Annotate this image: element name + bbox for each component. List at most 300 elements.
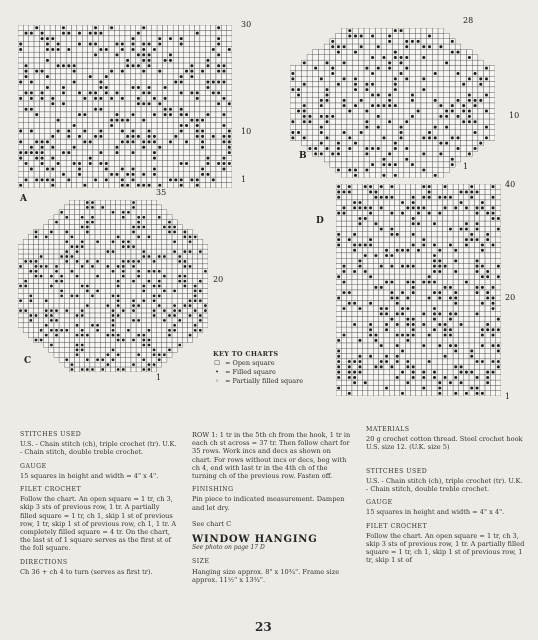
chart-cell [105, 229, 110, 234]
chart-cell [358, 119, 364, 124]
chart-cell [146, 25, 151, 30]
filled-dot [19, 309, 22, 312]
chart-cell [146, 36, 151, 41]
chart-cell [72, 177, 77, 182]
chart-cell [93, 139, 98, 144]
chart-cell [59, 244, 64, 249]
chart-cell [352, 195, 357, 200]
filled-dot [396, 233, 399, 236]
filled-dot [377, 93, 380, 96]
filled-dot [50, 319, 53, 322]
chart-cell [368, 200, 373, 205]
filled-dot [369, 212, 372, 215]
chart-cell [216, 139, 221, 144]
chart-cell [437, 301, 442, 306]
chart-cell [64, 274, 69, 279]
filled-dot [30, 129, 33, 132]
filled-dot [401, 201, 404, 204]
chart-cell [72, 85, 77, 90]
filled-dot [169, 53, 172, 56]
chart-cell [464, 301, 469, 306]
filled-dot [45, 314, 48, 317]
chart-cell [146, 225, 151, 230]
chart-cell [74, 234, 79, 239]
chart-cell [353, 119, 359, 124]
chart-cell [44, 303, 49, 308]
chart-cell [489, 119, 495, 124]
filled-dot [121, 70, 124, 73]
chart-cell [85, 293, 90, 298]
chart-cell [458, 306, 463, 311]
chart-cell [146, 318, 151, 323]
chart-cell [120, 58, 125, 63]
chart-cell [100, 338, 105, 343]
chart-cell [74, 338, 79, 343]
filled-dot [428, 35, 431, 38]
chart-cell [313, 55, 319, 60]
chart-cell [44, 279, 49, 284]
chart-cell [162, 220, 167, 225]
chart-cell [172, 347, 177, 352]
chart-cell [341, 71, 347, 76]
filled-dot [105, 167, 108, 170]
chart-cell [438, 135, 444, 140]
chart-cell [426, 253, 431, 258]
chart-cell [221, 36, 226, 41]
filled-dot [148, 339, 151, 342]
chart-cell [404, 141, 410, 146]
filled-dot [76, 294, 79, 297]
chart-cell [157, 52, 162, 57]
filled-dot [303, 115, 306, 118]
chart-cell [405, 269, 410, 274]
chart-cell [395, 189, 400, 194]
chart-cell [381, 151, 387, 156]
chart-cell [296, 66, 302, 71]
chart-cell [125, 36, 130, 41]
chart-cell [131, 343, 136, 348]
chart-cell [121, 328, 126, 333]
chart-cell [18, 101, 23, 106]
filled-dot [217, 81, 220, 84]
filled-dot [412, 243, 415, 246]
chart-cell [45, 123, 50, 128]
chart-cell [205, 134, 210, 139]
chart-cell [157, 112, 162, 117]
chart-cell [341, 301, 346, 306]
chart-cell [90, 338, 95, 343]
chart-cell [179, 117, 184, 122]
chart-cell [216, 123, 221, 128]
chart-cell [162, 79, 167, 84]
chart-cell [400, 221, 405, 226]
chart-cell [85, 269, 90, 274]
chart-cell [347, 103, 353, 108]
chart-cell [370, 173, 376, 178]
chart-cell [472, 135, 478, 140]
chart-cell [74, 229, 79, 234]
chart-cell [410, 108, 416, 113]
filled-dot [81, 265, 84, 268]
chart-cell [387, 55, 393, 60]
chart-cell [442, 216, 447, 221]
chart-cell [18, 177, 23, 182]
chart-cell [126, 357, 131, 362]
chart-cell [432, 146, 438, 151]
chart-cell [381, 76, 387, 81]
chart-cell [410, 55, 416, 60]
chart-cell [126, 347, 131, 352]
chart-cell [400, 189, 405, 194]
chart-cell [44, 254, 49, 259]
chart-cell [411, 295, 416, 300]
chart-cell [347, 253, 352, 258]
filled-dot [35, 140, 38, 143]
chart-cell [375, 87, 381, 92]
chart-cell [116, 362, 121, 367]
filled-dot [153, 48, 156, 51]
chart-cell [415, 157, 421, 162]
chart-cell [393, 135, 399, 140]
filled-dot [142, 344, 145, 347]
chart-cell [177, 284, 182, 289]
chart-cell [130, 183, 135, 188]
chart-cell [404, 124, 410, 129]
filled-dot [196, 97, 199, 100]
chart-cell [69, 239, 74, 244]
filled-dot [481, 275, 484, 278]
chart-cell [184, 36, 189, 41]
filled-dot [481, 201, 484, 204]
chart-cell [189, 36, 194, 41]
chart-cell [193, 264, 198, 269]
chart-cell [296, 124, 302, 129]
chart-cell [438, 87, 444, 92]
chart-cell [395, 200, 400, 205]
chart-cell [69, 229, 74, 234]
chart-cell [162, 155, 167, 160]
chart-cell [69, 210, 74, 215]
chart-cell [173, 112, 178, 117]
chart-cell [114, 139, 119, 144]
filled-dot [83, 129, 86, 132]
chart-cell [173, 52, 178, 57]
chart-cell [411, 306, 416, 311]
chart-cell [393, 66, 399, 71]
chart-cell [393, 44, 399, 49]
filled-dot [137, 184, 140, 187]
filled-dot [358, 265, 361, 268]
chart-cell [23, 172, 28, 177]
filled-dot [101, 368, 104, 371]
chart-cell [405, 200, 410, 205]
chart-cell [69, 259, 74, 264]
filled-dot [86, 358, 89, 361]
filled-dot [132, 363, 135, 366]
chart-cell [438, 130, 444, 135]
chart-cell [395, 221, 400, 226]
chart-cell [90, 254, 95, 259]
chart-cell [184, 96, 189, 101]
chart-cell [50, 68, 55, 73]
chart-cell [461, 66, 467, 71]
filled-dot [163, 319, 166, 322]
chart-cell [426, 242, 431, 247]
filled-dot [364, 185, 367, 188]
chart-cell [95, 220, 100, 225]
chart-cell [437, 306, 442, 311]
chart-cell [448, 253, 453, 258]
chart-cell [125, 161, 130, 166]
chart-cell [474, 279, 479, 284]
chart-cell [480, 189, 485, 194]
filled-dot [371, 83, 374, 86]
chart-cell [49, 249, 54, 254]
filled-dot [62, 32, 65, 35]
filled-dot [428, 212, 431, 215]
chart-cell [109, 145, 114, 150]
chart-cell [130, 74, 135, 79]
chart-cell [384, 285, 389, 290]
filled-dot [190, 70, 193, 73]
filled-dot [57, 162, 60, 165]
chart-cell [18, 90, 23, 95]
chart-cell [384, 216, 389, 221]
chart-cell [301, 98, 307, 103]
chart-cell [110, 352, 115, 357]
chart-cell [198, 303, 203, 308]
chart-cell [211, 63, 216, 68]
filled-dot [380, 206, 383, 209]
chart-cell [39, 166, 44, 171]
chart-cell [200, 36, 205, 41]
chart-cell [39, 318, 44, 323]
chart-cell [336, 124, 342, 129]
filled-dot [41, 91, 44, 94]
chart-cell [455, 87, 461, 92]
chart-cell [66, 36, 71, 41]
chart-cell [104, 63, 109, 68]
filled-dot [71, 294, 74, 297]
chart-cell [59, 323, 64, 328]
filled-dot [45, 299, 48, 302]
chart-cell [336, 114, 342, 119]
chart-cell [478, 103, 484, 108]
filled-dot [189, 250, 192, 253]
chart-cell [95, 338, 100, 343]
chart-cell [80, 352, 85, 357]
chart-cell [69, 264, 74, 269]
filled-dot [465, 238, 468, 241]
chart-cell [82, 79, 87, 84]
chart-cell [398, 66, 404, 71]
filled-dot [73, 124, 76, 127]
chart-cell [177, 269, 182, 274]
chart-cell [458, 279, 463, 284]
chart-cell [45, 30, 50, 35]
chart-cell [395, 237, 400, 242]
chart-cell [313, 98, 319, 103]
chart-cell [173, 172, 178, 177]
filled-dot [390, 228, 393, 231]
filled-dot [474, 99, 477, 102]
chart-cell [187, 338, 192, 343]
chart-cell [125, 150, 130, 155]
chart-cell [50, 41, 55, 46]
chart-cell [90, 244, 95, 249]
chart-cell [105, 220, 110, 225]
chart-cell [195, 85, 200, 90]
chart-cell [203, 274, 208, 279]
filled-dot [405, 158, 408, 161]
chart-cell [398, 44, 404, 49]
chart-cell [125, 30, 130, 35]
chart-cell [69, 279, 74, 284]
chart-cell [330, 108, 336, 113]
chart-cell [389, 216, 394, 221]
chart-cell [324, 76, 330, 81]
chart-cell [432, 167, 438, 172]
filled-dot [153, 113, 156, 116]
chart-cell [95, 254, 100, 259]
chart-cell [353, 60, 359, 65]
chart-cell [438, 33, 444, 38]
chart-cell [69, 328, 74, 333]
filled-dot [337, 190, 340, 193]
chart-cell [432, 108, 438, 113]
chart-cell [216, 150, 221, 155]
filled-dot [153, 135, 156, 138]
chart-cell [55, 36, 60, 41]
chart-cell [198, 239, 203, 244]
chart-cell [45, 79, 50, 84]
chart-cell [136, 328, 141, 333]
chart-cell [405, 253, 410, 258]
filled-dot [153, 167, 156, 170]
chart-cell [23, 264, 28, 269]
chart-cell [66, 166, 71, 171]
filled-dot [142, 140, 145, 143]
chart-cell [421, 232, 426, 237]
chart-cell [449, 141, 455, 146]
chart-cell [458, 195, 463, 200]
chart-cell [415, 71, 421, 76]
chart-cell [64, 269, 69, 274]
chart-cell [461, 135, 467, 140]
chart-cell [480, 226, 485, 231]
filled-dot [158, 255, 161, 258]
chart-cell [157, 25, 162, 30]
chart-cell [72, 150, 77, 155]
filled-dot [99, 32, 102, 35]
filled-dot [132, 206, 135, 209]
chart-cell [211, 96, 216, 101]
filled-dot [99, 129, 102, 132]
chart-cell [126, 293, 131, 298]
chart-cell [39, 183, 44, 188]
chart-cell [363, 264, 368, 269]
filled-dot [369, 190, 372, 193]
chart-cell [50, 52, 55, 57]
filled-dot [326, 88, 329, 91]
chart-cell [109, 183, 114, 188]
chart-cell [82, 52, 87, 57]
chart-cell [167, 288, 172, 293]
chart-cell [33, 293, 38, 298]
chart-cell [336, 285, 341, 290]
chart-cell [182, 333, 187, 338]
chart-cell [66, 90, 71, 95]
chart-cell [415, 173, 421, 178]
chart-cell [205, 74, 210, 79]
chart-cell [72, 36, 77, 41]
chart-cell [105, 367, 110, 372]
chart-a [18, 25, 232, 188]
chart-cell [216, 172, 221, 177]
chart-cell [200, 52, 205, 57]
filled-dot [81, 344, 84, 347]
filled-dot [50, 344, 53, 347]
chart-cell [442, 279, 447, 284]
filled-dot [201, 167, 204, 170]
chart-cell [432, 92, 438, 97]
chart-cell [74, 200, 79, 205]
chart-cell [88, 36, 93, 41]
chart-cell [415, 44, 421, 49]
chart-cell [490, 248, 495, 253]
filled-dot [148, 86, 151, 89]
chart-cell [167, 298, 172, 303]
chart-cell [415, 130, 421, 135]
chart-cell [74, 220, 79, 225]
chart-cell [33, 308, 38, 313]
filled-dot [486, 233, 489, 236]
chart-cell [120, 90, 125, 95]
filled-dot [206, 59, 209, 62]
filled-dot [137, 304, 140, 307]
chart-cell [126, 279, 131, 284]
filled-dot [99, 86, 102, 89]
chart-cell [131, 220, 136, 225]
chart-cell [152, 229, 157, 234]
filled-dot [422, 77, 425, 80]
filled-dot [394, 77, 397, 80]
chart-cell [114, 101, 119, 106]
chart-cell [61, 139, 66, 144]
chart-cell [44, 239, 49, 244]
chart-cell [458, 237, 463, 242]
chart-cell [458, 232, 463, 237]
chart-cell [216, 155, 221, 160]
chart-cell [82, 107, 87, 112]
chart-cell [421, 295, 426, 300]
filled-dot [385, 312, 388, 315]
chart-cell [203, 244, 208, 249]
chart-cell [54, 303, 59, 308]
chart-cell [59, 259, 64, 264]
chart-cell [324, 103, 330, 108]
chart-cell [110, 205, 115, 210]
filled-dot [51, 146, 54, 149]
filled-dot [81, 245, 84, 248]
filled-dot [35, 314, 38, 317]
chart-cell [61, 123, 66, 128]
chart-cell [100, 229, 105, 234]
chart-cell [358, 146, 364, 151]
filled-dot [158, 270, 161, 273]
filled-dot [451, 163, 454, 166]
chart-cell [93, 79, 98, 84]
